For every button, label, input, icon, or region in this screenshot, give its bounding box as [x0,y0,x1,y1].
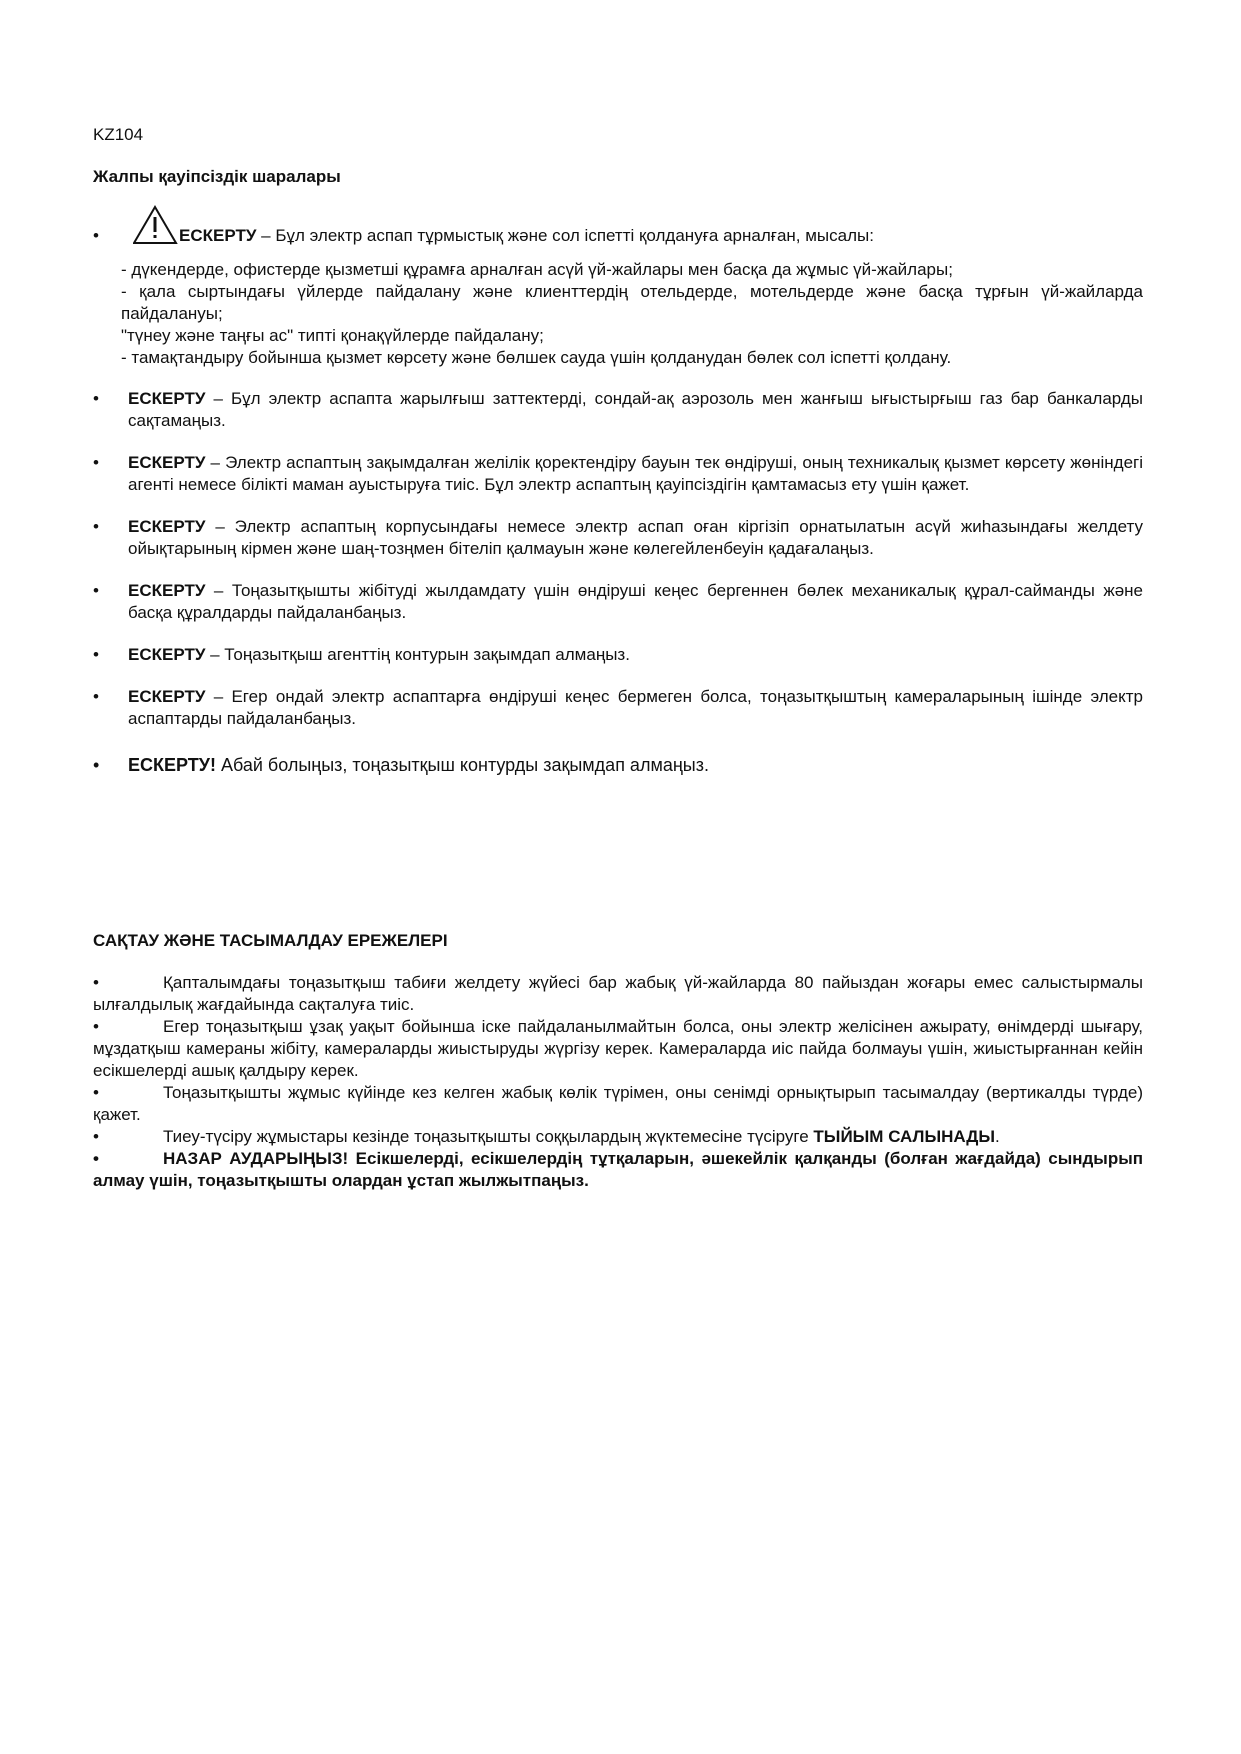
warning-label: ЕСКЕРТУ [128,389,206,408]
warnings-list [93,205,1143,776]
usage-example-4: - тамақтандыру бойынша қызмет көрсету және бөлшек сауда үшін қолданудан бөлек сол іспетті қолдану. [121,348,952,367]
warning-label: ЕСКЕРТУ [128,453,206,472]
warning-item-5: • ЕСКЕРТУ – Тоңазытқышты жібітуді жылдамдату үшін өндіруші кеңес бергеннен бөлек механикалық құрал-сайманды және басқа құралдарды пайдаланбаңыз. [93,581,1143,622]
warning-text: – Электр аспаптың корпусындағы немесе электр аспап оған кіргізіп орнатылатын асүй жиһазындағы желдету ойықтарының кірмен және шаң-тозңмен бітеліп қалмауын және көлегейленбеуін қадағалаңыз. [128,517,1143,558]
bullet: • [93,1149,99,1168]
warning-label: ЕСКЕРТУ [128,581,206,600]
section-title-safety: Жалпы қауіпсіздік шаралары [93,167,341,186]
usage-examples [121,259,1143,369]
warning-label: ЕСКЕРТУ [128,517,206,536]
warning-label: ЕСКЕРТУ! [128,755,216,775]
rule-item-1: • Қапталымдағы тоңазытқыш табиғи желдету жүйесі бар жабық үй-жайларда 80 пайыздан жоғары емес салыстырмалы ылғалдылық жағдайында сақталуға тиіс. [93,973,1143,1014]
warning-item-6: • ЕСКЕРТУ – Тоңазытқыш агенттің контурын зақымдап алмаңыз. [93,645,630,664]
usage-example-3: "түнеу және таңғы ас" типті қонақүйлерде пайдалану; [121,326,544,345]
warning-item-1 [93,205,1143,245]
warning-text: Абай болыңыз, тоңазытқыш контурды зақымдап алмаңыз. [215,755,709,775]
warning-label: ЕСКЕРТУ [128,645,206,664]
section-title-storage: САҚТАУ ЖӘНЕ ТАСЫМАЛДАУ ЕРЕЖЕЛЕРІ [93,931,448,950]
warning-item-8: • ЕСКЕРТУ! Абай болыңыз, тоңазытқыш контурды зақымдап алмаңыз. [93,755,709,775]
model-code: KZ104 [93,125,144,144]
warning-label: ЕСКЕРТУ [128,687,206,706]
warning-item-4: • ЕСКЕРТУ – Электр аспаптың корпусындағы немесе электр аспап оған кіргізіп орнатылатын асүй жиһазындағы желдету ойықтарының кірмен және шаң-тозңмен бітеліп қалмауын және көлегейленбеуін қадағалаңыз. [93,517,1143,558]
warning-label: ЕСКЕРТУ [179,226,257,245]
bullet: • [93,973,99,992]
warning-text: – Тоңазытқышты жібітуді жылдамдату үшін өндіруші кеңес бергеннен бөлек механикалық құрал-сайманды және басқа құралдарды пайдаланбаңыз. [128,581,1143,622]
rule-item-2: • Егер тоңазытқыш ұзақ уақыт бойынша іске пайдаланылмайтын болса, оны электр желісінен ажырату, өнімдерді шығару, мұздатқыш камераны жібіту, камераларды жиыстыруды жүргізу керек. Камераларда иіс пайда болмауы үшін, жиыстырғаннан кейін есікшелерді ашық қалдыру керек. [93,1017,1143,1080]
rule-item-4: • Тиеу-түсіру жұмыстары кезінде тоңазытқышты соққылардың жүктемесіне түсіруге ТЫЙЫМ САЛЫНАДЫ. [93,1127,1000,1146]
storage-rules-list [93,972,1143,1192]
bullet: • [93,1083,99,1102]
bullet: • [93,226,99,245]
warning-text: – Бұл электр аспапта жарылғыш заттектерді, сондай-ақ аэрозоль мен жанғыш ығыстырғыш газ бар банкаларды сақтамаңыз. [128,389,1143,430]
warning-text: – Егер ондай электр аспаптарға өндіруші кеңес бермеген болса, тоңазытқыштың камераларының ішінде электр аспаптарды пайдаланбаңыз. [128,687,1143,728]
bullet: • [93,1017,99,1036]
warning-text: – Электр аспаптың зақымдалған желілік қоректендіру бауын тек өндіруші, оның техникалық қызмет көрсету жөніндегі агенті немесе білікті маман ауыстыруға тиіс. Бұл электр аспаптың қауіпсіздігін қамтамасыз ету үшін қажет. [128,453,1143,494]
usage-example-1: - дүкендерде, офистерде қызметші құрамға арналған асүй үй-жайлары мен басқа да жұмыс үй-жайлары; [121,260,953,279]
warning-text: – Тоңазытқыш агенттің контурын зақымдап алмаңыз. [205,645,630,664]
rule-item-5: • НАЗАР АУДАРЫҢЫЗ! Есікшелерді, есікшелердің тұтқаларын, әшекейлік қалқанды (болған жағдайда) сындырып алмау үшін, тоңазытқышты олардан ұстап жылжытпаңыз. [93,1149,1143,1190]
warning-text: – Бұл электр аспап тұрмыстық және сол іспетті қолдануға арналған, мысалы: [261,226,874,245]
warning-item-2: • ЕСКЕРТУ – Бұл электр аспапта жарылғыш заттектерді, сондай-ақ аэрозоль мен жанғыш ығыстырғыш газ бар банкаларды сақтамаңыз. [93,389,1143,430]
usage-example-2: - қала сыртындағы үйлерде пайдалану және клиенттердің отельдерде, мотельдерде және басқа тұрғын үй-жайларда пайдалануы; [121,282,1143,323]
bullet: • [93,1127,99,1146]
rule-item-3: • Тоңазытқышты жұмыс күйінде кез келген жабық көлік түрімен, оны сенімді орнықтырып тасымалдау (вертикалды түрде) қажет. [93,1083,1143,1124]
warning-triangle-icon [133,205,178,245]
warning-item-3: • ЕСКЕРТУ – Электр аспаптың зақымдалған желілік қоректендіру бауын тек өндіруші, оның техникалық қызмет көрсету жөніндегі агенті немесе білікті маман ауыстыруға тиіс. Бұл электр аспаптың қауіпсіздігін қамтамасыз ету үшін қажет. [93,453,1143,494]
prohibited-label: ТЫЙЫМ САЛЫНАДЫ [813,1127,996,1146]
warning-item-7: • ЕСКЕРТУ – Егер ондай электр аспаптарға өндіруші кеңес бермеген болса, тоңазытқыштың камераларының ішінде электр аспаптарды пайдаланбаңыз. [93,687,1143,728]
